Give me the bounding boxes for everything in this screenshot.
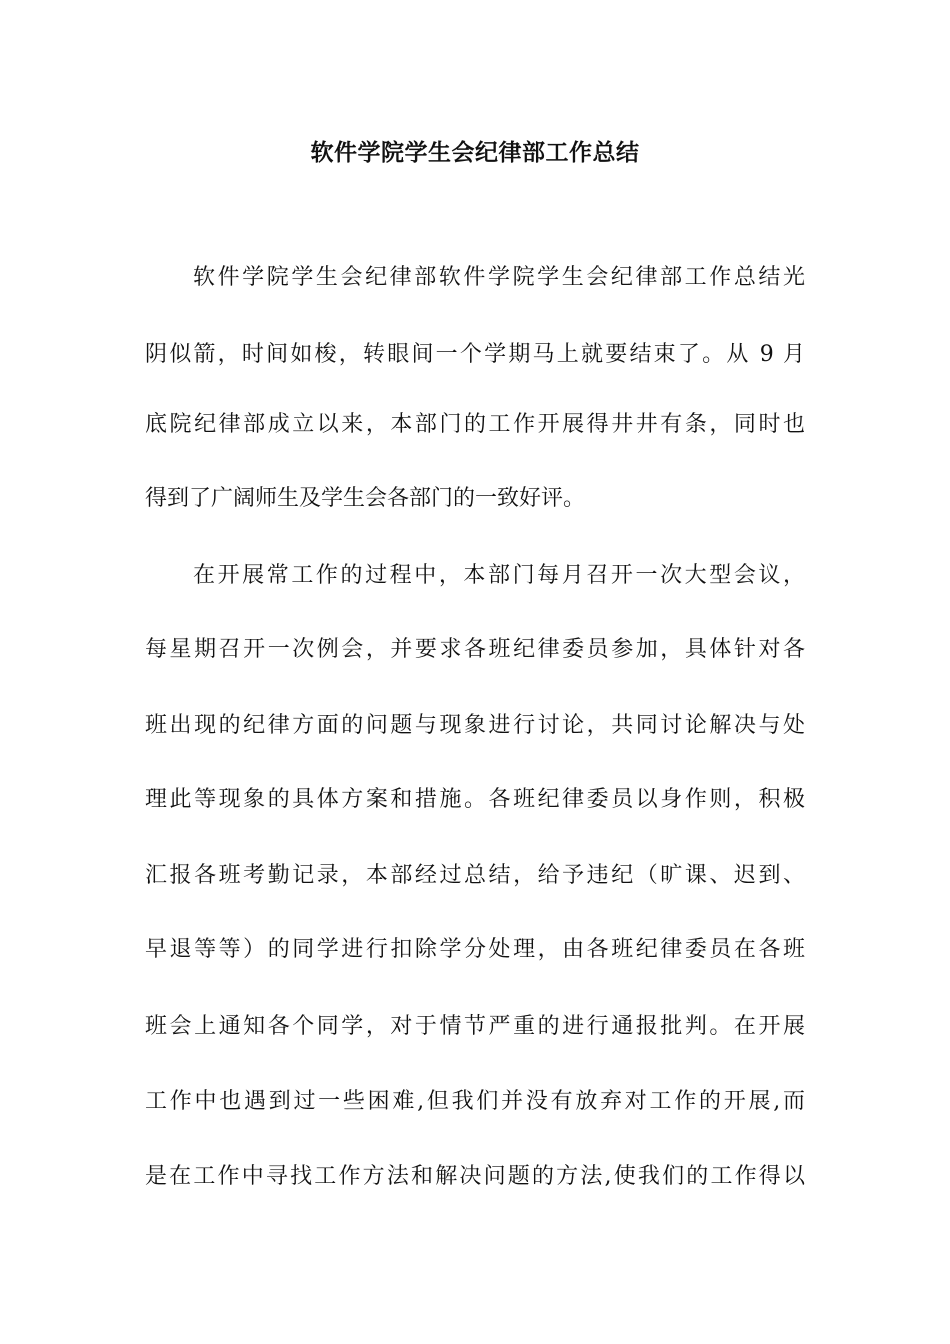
paragraph-line: 是在工作中寻找工作方法和解决问题的方法,使我们的工作得以 — [145, 1164, 805, 1189]
paragraph-line: 软件学院学生会纪律部软件学院学生会纪律部工作总结光 — [193, 265, 805, 290]
paragraph-line: 得到了广阔师生及学生会各部门的一致好评。 — [145, 486, 586, 511]
paragraph-line: 阴似箭，时间如梭，转眼间一个学期马上就要结束了。从 9 月 — [145, 342, 805, 367]
paragraph-line: 汇报各班考勤记录，本部经过总结，给予违纪（旷课、迟到、 — [145, 863, 805, 888]
paragraph-line: 在开展常工作的过程中，本部门每月召开一次大型会议， — [193, 563, 805, 588]
paragraph-line: 班会上通知各个同学，对于情节严重的进行通报批判。在开展 — [145, 1014, 805, 1039]
paragraph-line: 班出现的纪律方面的问题与现象进行讨论，共同讨论解决与处 — [145, 713, 805, 738]
paragraph-line: 工作中也遇到过一些困难,但我们并没有放弃对工作的开展,而 — [145, 1089, 805, 1114]
paragraph-line: 底院纪律部成立以来，本部门的工作开展得井井有条，同时也 — [145, 412, 805, 437]
paragraph-line: 早退等等）的同学进行扣除学分处理，由各班纪律委员在各班 — [145, 937, 805, 962]
paragraph-line: 理此等现象的具体方案和措施。各班纪律委员以身作则，积极 — [145, 787, 805, 812]
document-title: 软件学院学生会纪律部工作总结 — [310, 140, 640, 166]
paragraph-line: 每星期召开一次例会，并要求各班纪律委员参加，具体针对各 — [145, 637, 805, 662]
